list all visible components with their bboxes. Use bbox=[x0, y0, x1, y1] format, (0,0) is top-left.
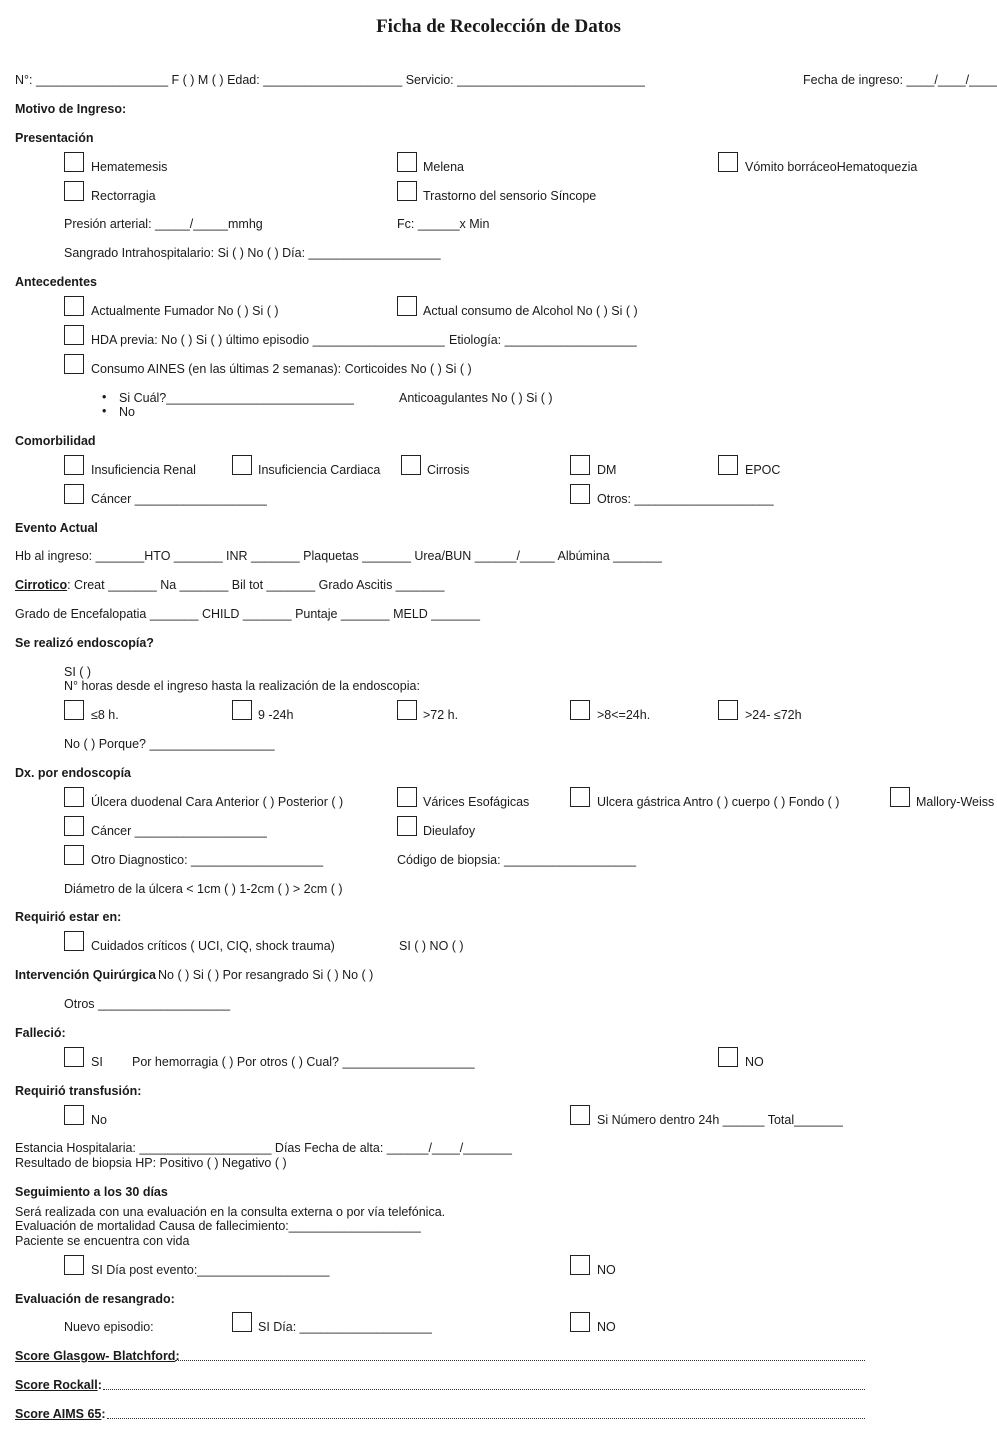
checkbox-8-24h[interactable] bbox=[570, 700, 590, 720]
checkbox-ulcera-duodenal[interactable] bbox=[64, 787, 84, 807]
etiologia-field: Etiología: ___________________ bbox=[449, 333, 637, 347]
label-fallecio-si: SI bbox=[91, 1055, 103, 1069]
lab-values-line: Hb al ingreso: _______HTO _______ INR _______ Plaquetas _______ Urea/BUN ______/_____ Albúmina _______ bbox=[15, 549, 662, 563]
score-aims-dotted-line bbox=[107, 1418, 865, 1419]
label-24-72h: >24- ≤72h bbox=[745, 708, 802, 722]
score-glasgow-dotted-line bbox=[175, 1360, 865, 1361]
heart-rate-field: Fc: ______x Min bbox=[397, 217, 490, 231]
checkbox-resangrado-no[interactable] bbox=[570, 1312, 590, 1332]
checkbox-rectorragia[interactable] bbox=[64, 181, 84, 201]
label-dm: DM bbox=[597, 463, 617, 477]
encefalopatia-line: Grado de Encefalopatia _______ CHILD _______ Puntaje _______ MELD _______ bbox=[15, 607, 480, 621]
checkbox-epoc[interactable] bbox=[718, 455, 738, 475]
label-melena: Melena bbox=[423, 160, 464, 174]
label-cirrosis: Cirrosis bbox=[427, 463, 470, 477]
checkbox-hematemesis[interactable] bbox=[64, 152, 84, 172]
label-dx-cancer: Cáncer ___________________ bbox=[91, 824, 267, 838]
label-hematemesis: Hematemesis bbox=[91, 160, 168, 174]
label-9-24h: 9 -24h bbox=[258, 708, 294, 722]
section-resangrado: Evaluación de resangrado: bbox=[15, 1292, 175, 1306]
label-alcohol: Actual consumo de Alcohol No ( ) Si ( ) bbox=[423, 304, 638, 318]
section-motivo: Motivo de Ingreso: bbox=[15, 102, 127, 116]
label-transfusion-si: Si Número dentro 24h ______ Total_______ bbox=[597, 1113, 843, 1127]
checkbox-transfusion-si[interactable] bbox=[570, 1105, 590, 1125]
label-resangrado-no: NO bbox=[597, 1320, 616, 1334]
checkbox-trastorno[interactable] bbox=[397, 181, 417, 201]
seguimiento-line-3: Paciente se encuentra con vida bbox=[15, 1234, 190, 1248]
label-rectorragia: Rectorragia bbox=[91, 189, 156, 203]
section-evento: Evento Actual bbox=[15, 521, 98, 535]
checkbox-dieulafoy[interactable] bbox=[397, 816, 417, 836]
section-fallecio: Falleció: bbox=[15, 1026, 66, 1040]
blood-pressure-field: Presión arterial: _____/_____mmhg bbox=[64, 217, 263, 231]
label-fallecio-no: NO bbox=[745, 1055, 764, 1069]
label-epoc: EPOC bbox=[745, 463, 781, 477]
bullet-dot: • bbox=[102, 404, 107, 418]
label-le8h: ≤8 h. bbox=[91, 708, 119, 722]
checkbox-vida-si[interactable] bbox=[64, 1255, 84, 1275]
section-comorbilidad: Comorbilidad bbox=[15, 434, 96, 448]
checkbox-transfusion-no[interactable] bbox=[64, 1105, 84, 1125]
anticoagulantes-field: Anticoagulantes No ( ) Si ( ) bbox=[399, 391, 553, 405]
checkbox-renal[interactable] bbox=[64, 455, 84, 475]
section-presentacion: Presentación bbox=[15, 131, 94, 145]
checkbox-cardiaca[interactable] bbox=[232, 455, 252, 475]
nuevo-episodio-label: Nuevo episodio: bbox=[64, 1320, 154, 1334]
checkbox-alcohol[interactable] bbox=[397, 296, 417, 316]
section-dx: Dx. por endoscopía bbox=[15, 766, 131, 780]
checkbox-ulcera-gastrica[interactable] bbox=[570, 787, 590, 807]
section-antecedentes: Antecedentes bbox=[15, 275, 97, 289]
si-cual-field: Si Cuál?___________________________ bbox=[119, 391, 354, 405]
section-seguimiento: Seguimiento a los 30 días bbox=[15, 1185, 168, 1199]
fallecio-causa: Por hemorragia ( ) Por otros ( ) Cual? ___________________ bbox=[132, 1055, 475, 1069]
checkbox-otros[interactable] bbox=[570, 484, 590, 504]
label-cancer: Cáncer ___________________ bbox=[91, 492, 267, 506]
label-trastorno: Trastorno del sensorio Síncope bbox=[423, 189, 597, 203]
bullet-dot: • bbox=[102, 390, 107, 404]
label-cuidados: Cuidados críticos ( UCI, CIQ, shock trauma) bbox=[91, 939, 335, 953]
checkbox-cirrosis[interactable] bbox=[401, 455, 421, 475]
admission-date: Fecha de ingreso: ____/____/____ bbox=[803, 73, 997, 87]
checkbox-resangrado-si[interactable] bbox=[232, 1312, 252, 1332]
checkbox-vida-no[interactable] bbox=[570, 1255, 590, 1275]
intervencion-options: No ( ) Si ( ) Por resangrado Si ( ) No ( ) bbox=[158, 968, 374, 982]
section-endoscopia: Se realizó endoscopía? bbox=[15, 636, 154, 650]
checkbox-dm[interactable] bbox=[570, 455, 590, 475]
label-8-24h: >8<=24h. bbox=[597, 708, 651, 722]
checkbox-dx-cancer[interactable] bbox=[64, 816, 84, 836]
checkbox-24-72h[interactable] bbox=[718, 700, 738, 720]
label-mallory: Mallory-Weiss bbox=[916, 795, 995, 809]
checkbox-otro-dx[interactable] bbox=[64, 845, 84, 865]
score-glasgow-row bbox=[15, 1349, 865, 1363]
seguimiento-line-1: Será realizada con una evaluación en la consulta externa o por vía telefónica. bbox=[15, 1205, 446, 1219]
label-otros: Otros: ____________________ bbox=[597, 492, 774, 506]
cuidados-si-no: SI ( ) NO ( ) bbox=[399, 939, 464, 953]
ulcer-diameter-field: Diámetro de la úlcera < 1cm ( ) 1-2cm ( ) > 2cm ( ) bbox=[64, 882, 343, 896]
label-aines: Consumo AINES (en las últimas 2 semanas): Corticoides No ( ) Si ( ) bbox=[91, 362, 472, 376]
label-resangrado-si: SI Día: ___________________ bbox=[258, 1320, 432, 1334]
score-rockall-row bbox=[15, 1378, 865, 1392]
label-gt72h: >72 h. bbox=[423, 708, 459, 722]
checkbox-fallecio-si[interactable] bbox=[64, 1047, 84, 1067]
estancia-line: Estancia Hospitalaria: ___________________ Días Fecha de alta: ______/____/_______ bbox=[15, 1141, 512, 1155]
label-cardiaca: Insuficiencia Cardiaca bbox=[258, 463, 381, 477]
checkbox-fumador[interactable] bbox=[64, 296, 84, 316]
form-title: Ficha de Recolección de Datos bbox=[376, 16, 621, 37]
biopsia-code-field: Código de biopsia: ___________________ bbox=[397, 853, 637, 867]
cirrotico-label: Cirrotico bbox=[15, 578, 68, 592]
label-fumador: Actualmente Fumador No ( ) Si ( ) bbox=[91, 304, 279, 318]
label-ulcera-duodenal: Úlcera duodenal Cara Anterior ( ) Posterior ( ) bbox=[91, 795, 344, 809]
label-renal: Insuficiencia Renal bbox=[91, 463, 196, 477]
checkbox-mallory[interactable] bbox=[890, 787, 910, 807]
patient-id-line: N°: ___________________ F ( ) M ( ) Edad: ____________________ Servicio: ___________________________ bbox=[15, 73, 645, 87]
cirrotico-line bbox=[15, 578, 444, 592]
section-requirio: Requirió estar en: bbox=[15, 910, 122, 924]
inhospital-bleeding-field: Sangrado Intrahospitalario: Si ( ) No ( ) Día: ___________________ bbox=[64, 246, 441, 260]
score-rockall-label: Score Rockall: bbox=[15, 1378, 102, 1392]
checkbox-gt72h[interactable] bbox=[397, 700, 417, 720]
checkbox-le8h[interactable] bbox=[64, 700, 84, 720]
checkbox-aines[interactable] bbox=[64, 354, 84, 374]
checkbox-vomito[interactable] bbox=[718, 152, 738, 172]
score-glasgow-label: Score Glasgow- Blatchford: bbox=[15, 1349, 180, 1363]
checkbox-hda[interactable] bbox=[64, 325, 84, 345]
label-dieulafoy: Dieulafoy bbox=[423, 824, 476, 838]
checkbox-cancer[interactable] bbox=[64, 484, 84, 504]
seguimiento-line-2: Evaluación de mortalidad Causa de fallecimiento:___________________ bbox=[15, 1219, 421, 1233]
checkbox-varices[interactable] bbox=[397, 787, 417, 807]
label-ulcera-gastrica: Ulcera gástrica Antro ( ) cuerpo ( ) Fondo ( ) bbox=[597, 795, 840, 809]
label-vida-no: NO bbox=[597, 1263, 616, 1277]
score-rockall-dotted-line bbox=[103, 1389, 865, 1390]
label-varices: Várices Esofágicas bbox=[423, 795, 530, 809]
label-vida-si: SI Día post evento:___________________ bbox=[91, 1263, 330, 1277]
checkbox-cuidados[interactable] bbox=[64, 931, 84, 951]
intervencion-otros: Otros ___________________ bbox=[64, 997, 231, 1011]
cirrotico-fields: : Creat _______ Na _______ Bil tot _______ Grado Ascitis _______ bbox=[67, 578, 445, 592]
endoscopia-no: No ( ) Porque? __________________ bbox=[64, 737, 275, 751]
checkbox-melena[interactable] bbox=[397, 152, 417, 172]
label-otro-dx: Otro Diagnostico: ___________________ bbox=[91, 853, 324, 867]
label-transfusion-no: No bbox=[91, 1113, 107, 1127]
endoscopia-si: SI ( ) bbox=[64, 665, 92, 679]
biopsia-hp-line: Resultado de biopsia HP: Positivo ( ) Negativo ( ) bbox=[15, 1156, 287, 1170]
label-hda: HDA previa: No ( ) Si ( ) último episodio ___________________ bbox=[91, 333, 445, 347]
label-vomito: Vómito borráceoHematoquezia bbox=[745, 160, 918, 174]
checkbox-9-24h[interactable] bbox=[232, 700, 252, 720]
endoscopia-horas: N° horas desde el ingreso hasta la realización de la endoscopia: bbox=[64, 679, 420, 693]
score-aims-row bbox=[15, 1407, 865, 1421]
no-option: No bbox=[119, 405, 135, 419]
checkbox-fallecio-no[interactable] bbox=[718, 1047, 738, 1067]
section-transfusion: Requirió transfusión: bbox=[15, 1084, 142, 1098]
section-intervencion: Intervención Quirúrgica bbox=[15, 968, 157, 982]
score-aims-label: Score AIMS 65: bbox=[15, 1407, 106, 1421]
